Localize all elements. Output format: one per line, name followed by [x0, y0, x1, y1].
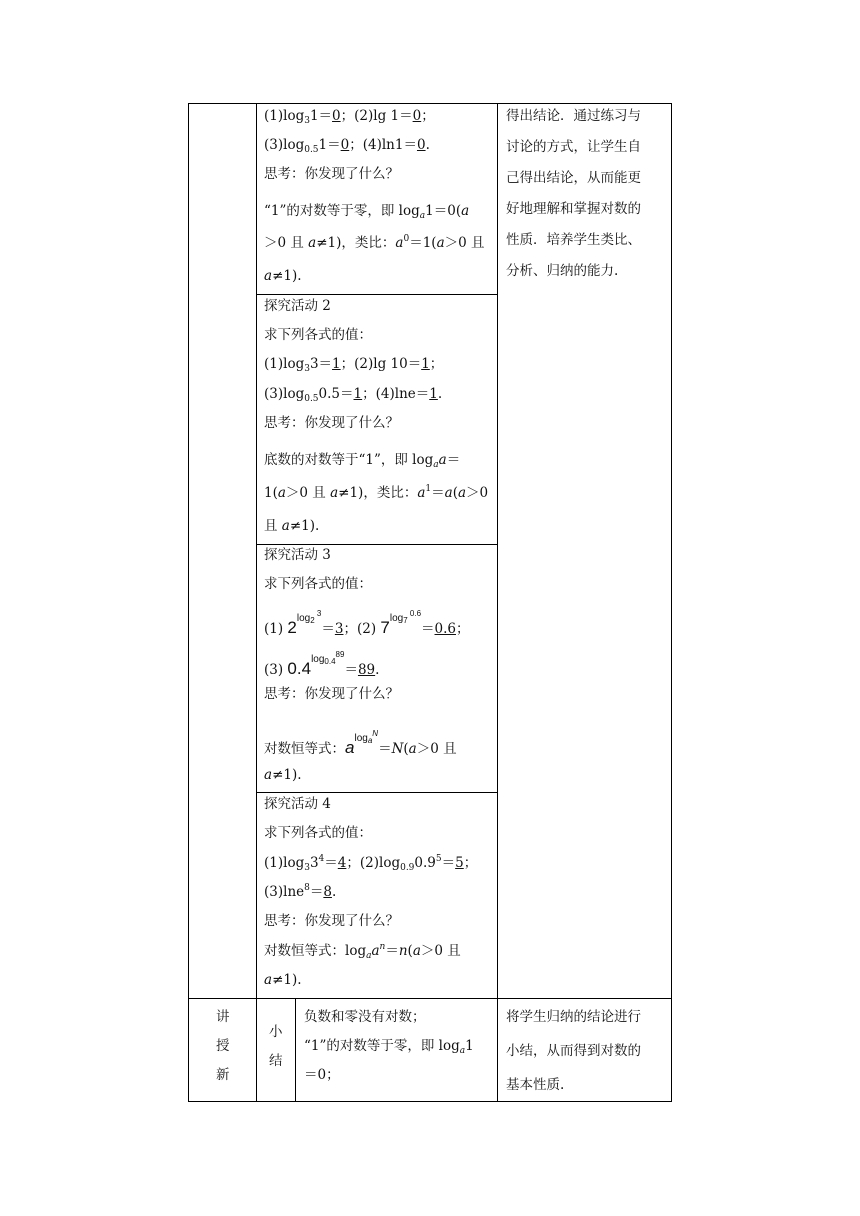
table-right-border	[671, 103, 672, 1102]
activity1-line2: $(3)\log_{0.5}1=0$；(4)ln1＝0.	[264, 137, 430, 155]
activity4-conclusion-line1: 对数恒等式：$\log_aa^n=n(a>0$ 且	[264, 942, 461, 961]
activity4-conclusion-line2: a≠1).	[264, 972, 302, 988]
right-summary-line-1: 将学生归纳的结论进行	[506, 1009, 641, 1025]
row-divider-1	[256, 294, 497, 295]
activity2-conclusion-line1: 底数的对数等于“1”，即 $\log_aa=$	[264, 452, 461, 470]
right-note-line-1: 得出结论．通过练习与	[506, 108, 641, 124]
sub-label-1: 小	[269, 1024, 283, 1040]
right-summary-line-2: 小结，从而得到对数的	[506, 1043, 641, 1059]
activity2-conclusion-line2: 1(a＞0 且 a≠1)，类比：$a^1=a(a>0$	[264, 484, 489, 501]
table-left-border	[188, 103, 189, 1102]
section-label-1: 讲	[216, 1009, 230, 1025]
row-divider-4	[188, 998, 672, 999]
activity3-think: 思考：你发现了什么？	[264, 686, 399, 702]
sub-label-2: 结	[269, 1053, 283, 1069]
activity3-line1: (1) $2^{log_2 ^3}=3$；(2) $7^{log_7 ^{0.6}}=0.6$；	[264, 609, 470, 637]
table-top-border	[188, 103, 672, 104]
right-summary-line-3: 基本性质.	[506, 1077, 565, 1093]
activity2-prompt: 求下列各式的值：	[264, 327, 372, 343]
activity3-prompt: 求下列各式的值：	[264, 576, 372, 592]
activity4-line2: (3)lne$^8$＝8.	[264, 883, 337, 900]
activity2-line2: $(3)\log_{0.5}0.5=1$；(4)lne＝1.	[264, 386, 443, 404]
col-divider-1	[256, 103, 257, 1102]
summary-line-1: 负数和零没有对数；	[304, 1009, 426, 1025]
activity1-think: 思考：你发现了什么？	[264, 166, 399, 182]
activity2-conclusion-line3: 且 a≠1).	[264, 518, 320, 534]
summary-line-2: “1”的对数等于零，即 $\log_a1$	[304, 1038, 474, 1056]
row-divider-2	[256, 544, 497, 545]
activity3-conclusion-line1: 对数恒等式：$a^{log_a^N}=N(a>0$ 且	[264, 729, 457, 757]
activity1-conclusion-line3: a≠1).	[264, 268, 302, 284]
right-note-line-3: 己得出结论，从而能更	[506, 170, 641, 186]
activity1-line1: $(1)\log_31=0$；(2)lg 1＝0；	[264, 108, 435, 126]
activity4-line1: $(1)\log_33^4=4$；$(2)\log_{0.9}0.9^5=5$；	[264, 854, 478, 873]
right-note-line-4: 好地理解和掌握对数的	[506, 201, 641, 217]
activity4-title: 探究活动 4	[264, 796, 331, 812]
section-label-3: 新	[216, 1067, 230, 1083]
activity4-prompt: 求下列各式的值：	[264, 825, 372, 841]
activity2-title: 探究活动 2	[264, 298, 331, 314]
row-divider-3	[256, 792, 497, 793]
summary-line-3: ＝0；	[304, 1067, 340, 1083]
right-note-line-2: 讨论的方式，让学生自	[506, 139, 641, 155]
activity3-conclusion-line2: a≠1).	[264, 767, 302, 783]
activity2-think: 思考：你发现了什么？	[264, 415, 399, 431]
table-bottom-border	[188, 1101, 672, 1102]
activity3-line2: (3) $0.4^{log_{0.4}^{89}}=89$.	[264, 650, 380, 678]
col-divider-sub	[295, 998, 296, 1102]
right-note-line-5: 性质．培养学生类比、	[506, 232, 641, 248]
section-label-2: 授	[216, 1038, 230, 1054]
activity2-line1: $(1)\log_33=1$；(2)lg 10＝1；	[264, 356, 444, 374]
activity4-think: 思考：你发现了什么？	[264, 913, 399, 929]
activity1-conclusion-line1: “1”的对数等于零，即 $\log_a1=0(a$	[264, 203, 470, 221]
col-divider-2	[497, 103, 498, 1102]
activity3-title: 探究活动 3	[264, 547, 331, 563]
right-note-line-6: 分析、归纳的能力.	[506, 263, 619, 279]
activity1-conclusion-line2: ＞0 且 a≠1)，类比：$a^0=1(a>0$ 且	[264, 234, 485, 251]
